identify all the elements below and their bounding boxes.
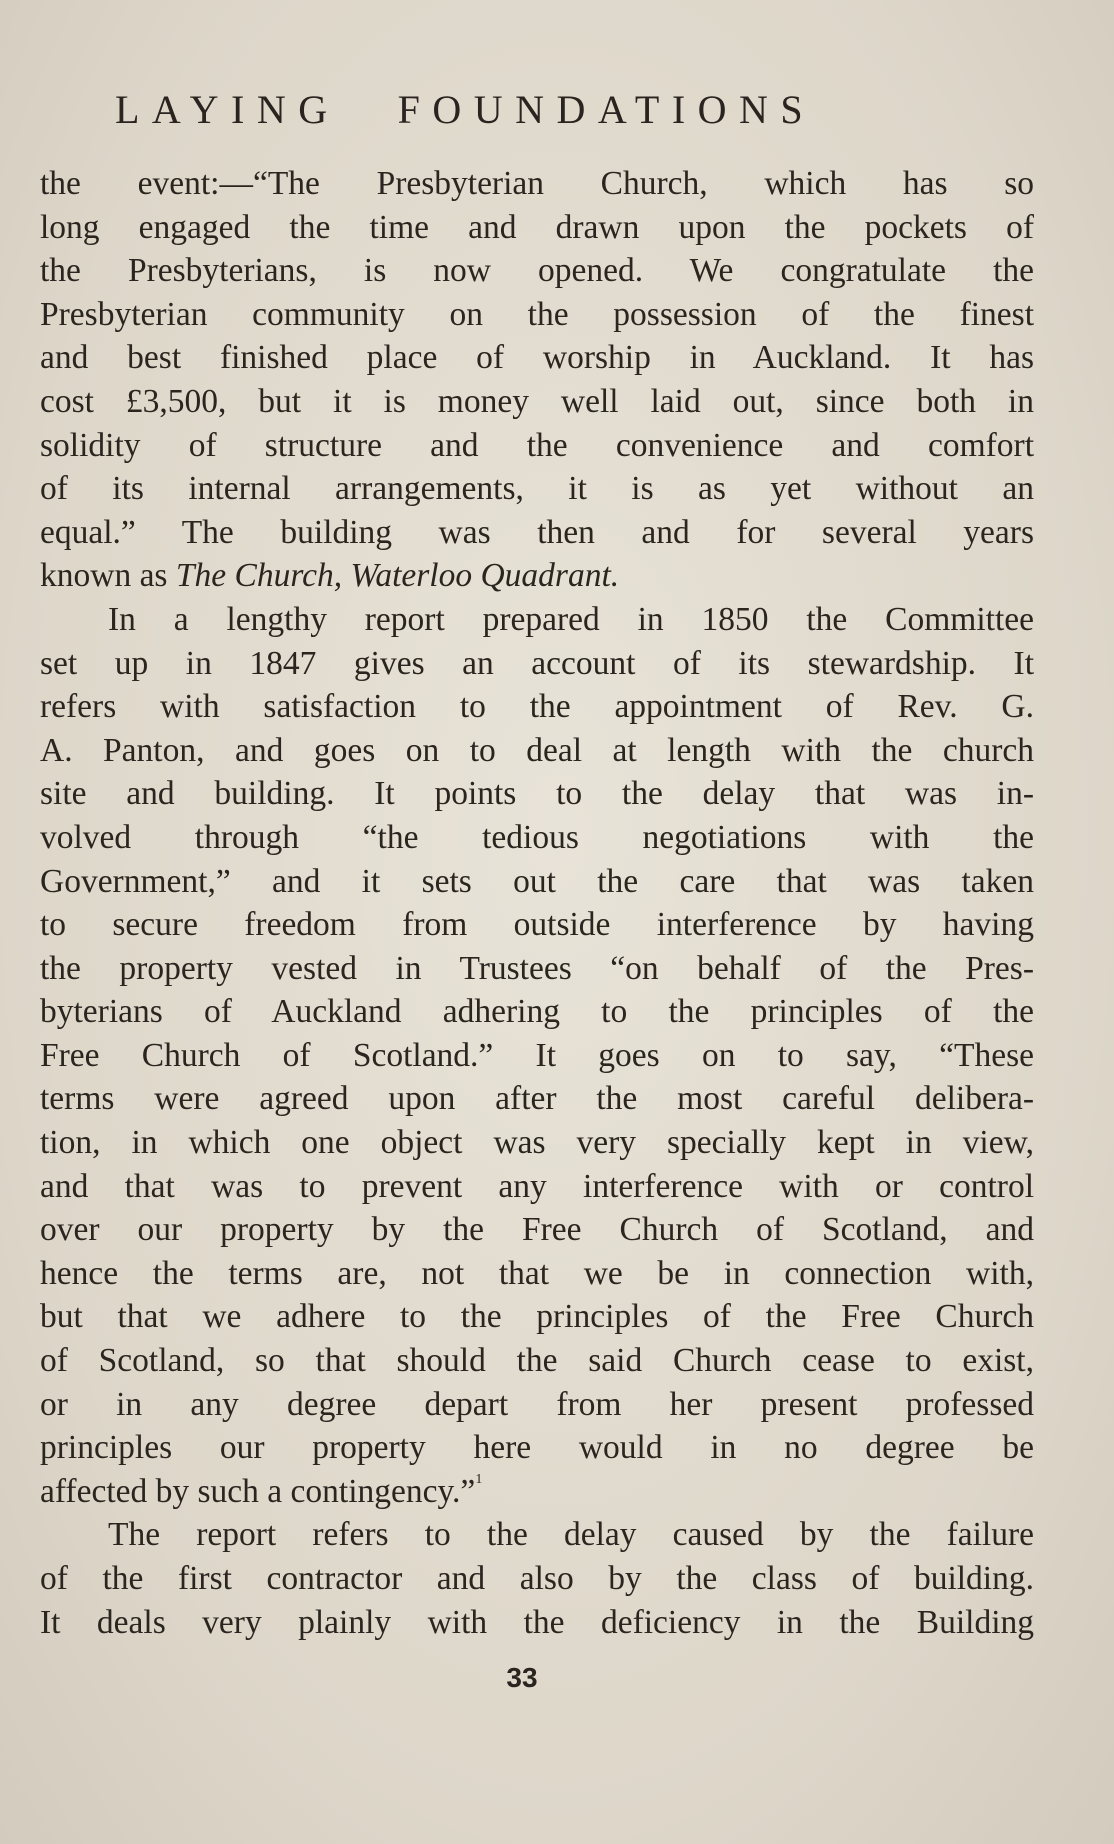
text-line: to secure freedom from outside interference by having	[40, 906, 1034, 944]
text-line: Presbyterian community on the possession of the finest	[40, 295, 1034, 333]
text-line: principles our property here would in no degree be	[40, 1429, 1034, 1467]
text-line: tion, in which one object was very specially kept in view,	[40, 1124, 1034, 1162]
text-line: the event:—“The Presbyterian Church, which has so	[40, 165, 1034, 202]
text-line: solidity of structure and the convenience and comfort	[40, 426, 1034, 464]
text-line: of Scotland, so that should the said Church cease to exist,	[40, 1342, 1034, 1380]
paragraph-start-line: In a lengthy report prepared in 1850 the Committee	[108, 600, 1034, 638]
text-line: hence the terms are, not that we be in connection with,	[40, 1254, 1034, 1292]
running-head	[115, 86, 965, 133]
footnote-marker: 1	[475, 1471, 483, 1487]
text-line: cost £3,500, but it is money well laid out, since both in	[40, 382, 1034, 420]
text-line: over our property by the Free Church of Scotland, and	[40, 1211, 1034, 1249]
paragraph-start-line: The report refers to the delay caused by the failure	[108, 1516, 1034, 1554]
text-line: set up in 1847 gives an account of its stewardship. It	[40, 644, 1034, 682]
text-line: byterians of Auckland adhering to the principles of the	[40, 993, 1034, 1031]
text-line: but that we adhere to the principles of the Free Church	[40, 1298, 1034, 1336]
text-line: of its internal arrangements, it is as yet without an	[40, 470, 1034, 508]
running-head-word-2: FOUNDATIONS	[397, 87, 816, 132]
body-text	[40, 162, 1034, 1644]
text-line-known-as	[40, 554, 1034, 598]
text-line: refers with satisfaction to the appointment of Rev. G.	[40, 688, 1034, 726]
text-line: of the first contractor and also by the class of building.	[40, 1560, 1034, 1597]
text-line: and best finished place of worship in Auckland. It has	[40, 339, 1034, 377]
text-line: site and building. It points to the delay that was in-	[40, 775, 1034, 813]
text-line: Free Church of Scotland.” It goes on to say, “These	[40, 1036, 1034, 1074]
text-line: equal.” The building was then and for several years	[40, 513, 1034, 551]
page-number: 33	[506, 1662, 538, 1693]
quote-end-text: affected by such a contingency.”	[40, 1472, 476, 1510]
text-line: terms were agreed upon after the most careful delibera-	[40, 1080, 1034, 1118]
text-line: or in any degree depart from her present professed	[40, 1385, 1034, 1423]
text-line: Government,” and it sets out the care that was taken	[40, 862, 1034, 900]
text-line: A. Panton, and goes on to deal at length with the church	[40, 731, 1034, 769]
text-line: the property vested in Trustees “on behalf of the Pres-	[40, 949, 1034, 987]
text-line: volved through “the tedious negotiations with the	[40, 818, 1034, 856]
running-head-word-1: LAYING	[115, 87, 340, 132]
text-line: and that was to prevent any interference with or control	[40, 1167, 1034, 1205]
text-line: long engaged the time and drawn upon the pockets of	[40, 208, 1034, 246]
text-line: It deals very plainly with the deficiency in the Building	[40, 1603, 1034, 1641]
text-line-quote-end	[40, 1470, 1034, 1514]
text-line: the Presbyterians, is now opened. We congratulate the	[40, 252, 1034, 290]
known-as-prefix: known as	[40, 557, 176, 595]
church-name-italic: The Church, Waterloo Quadrant.	[175, 557, 620, 595]
